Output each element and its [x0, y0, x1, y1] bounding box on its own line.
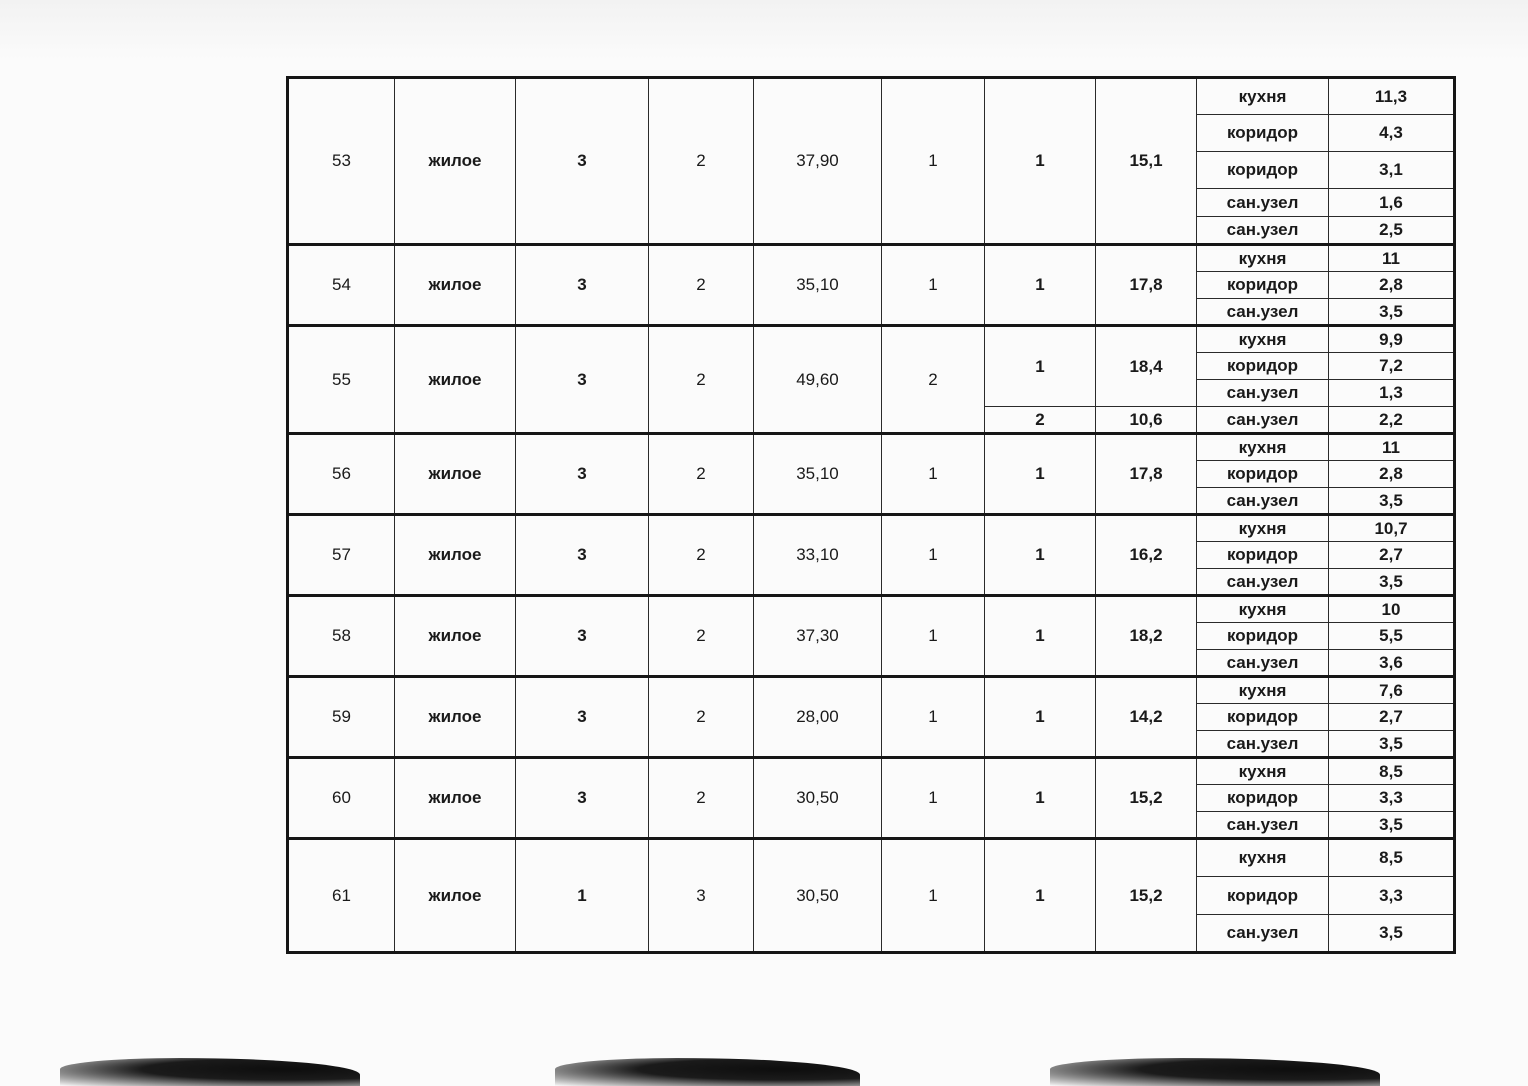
living-room-number: 1 [985, 78, 1096, 245]
apartment-number: 53 [288, 78, 395, 245]
aux-room-name: кухня [1197, 596, 1329, 623]
aux-room-name: коридор [1197, 542, 1329, 569]
aux-room-area: 2,2 [1329, 407, 1455, 434]
aux-room-area: 3,6 [1329, 650, 1455, 677]
room-count: 1 [882, 434, 985, 515]
floor-number: 3 [516, 515, 649, 596]
living-room-area: 14,2 [1096, 677, 1197, 758]
aux-room-name: сан.узел [1197, 217, 1329, 245]
living-room-area: 17,8 [1096, 245, 1197, 326]
living-room-area: 18,2 [1096, 596, 1197, 677]
apartment-number: 61 [288, 839, 395, 953]
aux-room-name: кухня [1197, 758, 1329, 785]
apartment-number: 57 [288, 515, 395, 596]
table-row [288, 839, 1455, 877]
living-room-area: 17,8 [1096, 434, 1197, 515]
apartment-number: 55 [288, 326, 395, 434]
living-room-number: 1 [985, 839, 1096, 953]
table-row [288, 515, 1455, 542]
aux-room-name: сан.узел [1197, 915, 1329, 953]
living-room-number: 2 [985, 407, 1096, 434]
table-row [288, 245, 1455, 272]
aux-room-name: кухня [1197, 245, 1329, 272]
living-room-area: 18,4 [1096, 326, 1197, 407]
floor-number: 3 [516, 434, 649, 515]
room-value: 2 [649, 434, 754, 515]
aux-room-name: кухня [1197, 326, 1329, 353]
room-value: 3 [649, 839, 754, 953]
aux-room-area: 8,5 [1329, 839, 1455, 877]
aux-room-area: 3,5 [1329, 488, 1455, 515]
living-room-number: 1 [985, 596, 1096, 677]
room-value: 2 [649, 758, 754, 839]
table-row [288, 326, 1455, 353]
room-value: 2 [649, 326, 754, 434]
aux-room-name: сан.узел [1197, 569, 1329, 596]
room-count: 1 [882, 758, 985, 839]
aux-room-area: 11,3 [1329, 78, 1455, 115]
aux-room-area: 5,5 [1329, 623, 1455, 650]
table-row [288, 434, 1455, 461]
table-row [288, 596, 1455, 623]
apartment-type: жилое [395, 434, 516, 515]
scan-smudge [60, 1058, 360, 1086]
room-value: 2 [649, 596, 754, 677]
total-area: 28,00 [754, 677, 882, 758]
apartment-type: жилое [395, 245, 516, 326]
aux-room-area: 10 [1329, 596, 1455, 623]
aux-room-area: 2,8 [1329, 272, 1455, 299]
living-room-area: 15,2 [1096, 839, 1197, 953]
floor-number: 1 [516, 839, 649, 953]
aux-room-name: коридор [1197, 461, 1329, 488]
aux-room-name: сан.узел [1197, 380, 1329, 407]
aux-room-area: 8,5 [1329, 758, 1455, 785]
aux-room-area: 7,6 [1329, 677, 1455, 704]
floor-number: 3 [516, 78, 649, 245]
living-room-area: 15,2 [1096, 758, 1197, 839]
living-room-number: 1 [985, 326, 1096, 407]
aux-room-area: 7,2 [1329, 353, 1455, 380]
aux-room-name: коридор [1197, 623, 1329, 650]
aux-room-name: коридор [1197, 353, 1329, 380]
apartment-number: 58 [288, 596, 395, 677]
aux-room-name: сан.узел [1197, 812, 1329, 839]
room-value: 2 [649, 677, 754, 758]
total-area: 37,30 [754, 596, 882, 677]
aux-room-area: 3,5 [1329, 299, 1455, 326]
living-room-number: 1 [985, 515, 1096, 596]
apartment-table [286, 76, 1456, 954]
total-area: 30,50 [754, 839, 882, 953]
aux-room-name: сан.узел [1197, 731, 1329, 758]
aux-room-area: 9,9 [1329, 326, 1455, 353]
scan-shading [0, 0, 1528, 60]
aux-room-name: кухня [1197, 434, 1329, 461]
room-count: 1 [882, 839, 985, 953]
apartment-type: жилое [395, 677, 516, 758]
floor-number: 3 [516, 596, 649, 677]
aux-room-area: 2,8 [1329, 461, 1455, 488]
aux-room-name: сан.узел [1197, 189, 1329, 217]
aux-room-name: коридор [1197, 152, 1329, 189]
apartment-type: жилое [395, 515, 516, 596]
aux-room-name: сан.узел [1197, 407, 1329, 434]
living-room-area: 16,2 [1096, 515, 1197, 596]
aux-room-name: коридор [1197, 704, 1329, 731]
apartment-type: жилое [395, 758, 516, 839]
aux-room-area: 1,3 [1329, 380, 1455, 407]
aux-room-area: 10,7 [1329, 515, 1455, 542]
aux-room-area: 3,5 [1329, 569, 1455, 596]
aux-room-name: сан.узел [1197, 299, 1329, 326]
floor-number: 3 [516, 245, 649, 326]
room-count: 1 [882, 78, 985, 245]
total-area: 30,50 [754, 758, 882, 839]
aux-room-name: сан.узел [1197, 488, 1329, 515]
aux-room-area: 1,6 [1329, 189, 1455, 217]
aux-room-name: коридор [1197, 877, 1329, 915]
apartment-table-sheet [286, 76, 1453, 954]
living-room-area: 10,6 [1096, 407, 1197, 434]
aux-room-name: сан.узел [1197, 650, 1329, 677]
room-value: 2 [649, 515, 754, 596]
living-room-number: 1 [985, 434, 1096, 515]
aux-room-area: 3,3 [1329, 877, 1455, 915]
aux-room-name: коридор [1197, 115, 1329, 152]
apartment-type: жилое [395, 596, 516, 677]
scan-smudge [1050, 1058, 1380, 1086]
room-count: 2 [882, 326, 985, 434]
room-count: 1 [882, 515, 985, 596]
aux-room-area: 3,5 [1329, 915, 1455, 953]
aux-room-area: 2,7 [1329, 542, 1455, 569]
room-value: 2 [649, 78, 754, 245]
table-row [288, 758, 1455, 785]
aux-room-area: 2,7 [1329, 704, 1455, 731]
living-room-area: 15,1 [1096, 78, 1197, 245]
total-area: 35,10 [754, 245, 882, 326]
floor-number: 3 [516, 677, 649, 758]
apartment-number: 60 [288, 758, 395, 839]
aux-room-name: кухня [1197, 839, 1329, 877]
scan-smudge [555, 1058, 860, 1086]
table-row [288, 78, 1455, 115]
aux-room-name: кухня [1197, 677, 1329, 704]
room-count: 1 [882, 677, 985, 758]
total-area: 33,10 [754, 515, 882, 596]
apartment-type: жилое [395, 326, 516, 434]
apartment-type: жилое [395, 839, 516, 953]
aux-room-name: кухня [1197, 78, 1329, 115]
aux-room-area: 3,1 [1329, 152, 1455, 189]
aux-room-area: 11 [1329, 434, 1455, 461]
aux-room-area: 2,5 [1329, 217, 1455, 245]
living-room-number: 1 [985, 677, 1096, 758]
total-area: 49,60 [754, 326, 882, 434]
aux-room-name: коридор [1197, 272, 1329, 299]
floor-number: 3 [516, 758, 649, 839]
floor-number: 3 [516, 326, 649, 434]
aux-room-area: 3,3 [1329, 785, 1455, 812]
aux-room-area: 4,3 [1329, 115, 1455, 152]
total-area: 35,10 [754, 434, 882, 515]
apartment-number: 54 [288, 245, 395, 326]
apartment-number: 59 [288, 677, 395, 758]
apartment-table-body [288, 78, 1455, 953]
apartment-number: 56 [288, 434, 395, 515]
room-count: 1 [882, 596, 985, 677]
apartment-type: жилое [395, 78, 516, 245]
room-value: 2 [649, 245, 754, 326]
aux-room-area: 11 [1329, 245, 1455, 272]
aux-room-area: 3,5 [1329, 812, 1455, 839]
aux-room-area: 3,5 [1329, 731, 1455, 758]
room-count: 1 [882, 245, 985, 326]
aux-room-name: коридор [1197, 785, 1329, 812]
total-area: 37,90 [754, 78, 882, 245]
table-row [288, 677, 1455, 704]
living-room-number: 1 [985, 245, 1096, 326]
aux-room-name: кухня [1197, 515, 1329, 542]
living-room-number: 1 [985, 758, 1096, 839]
